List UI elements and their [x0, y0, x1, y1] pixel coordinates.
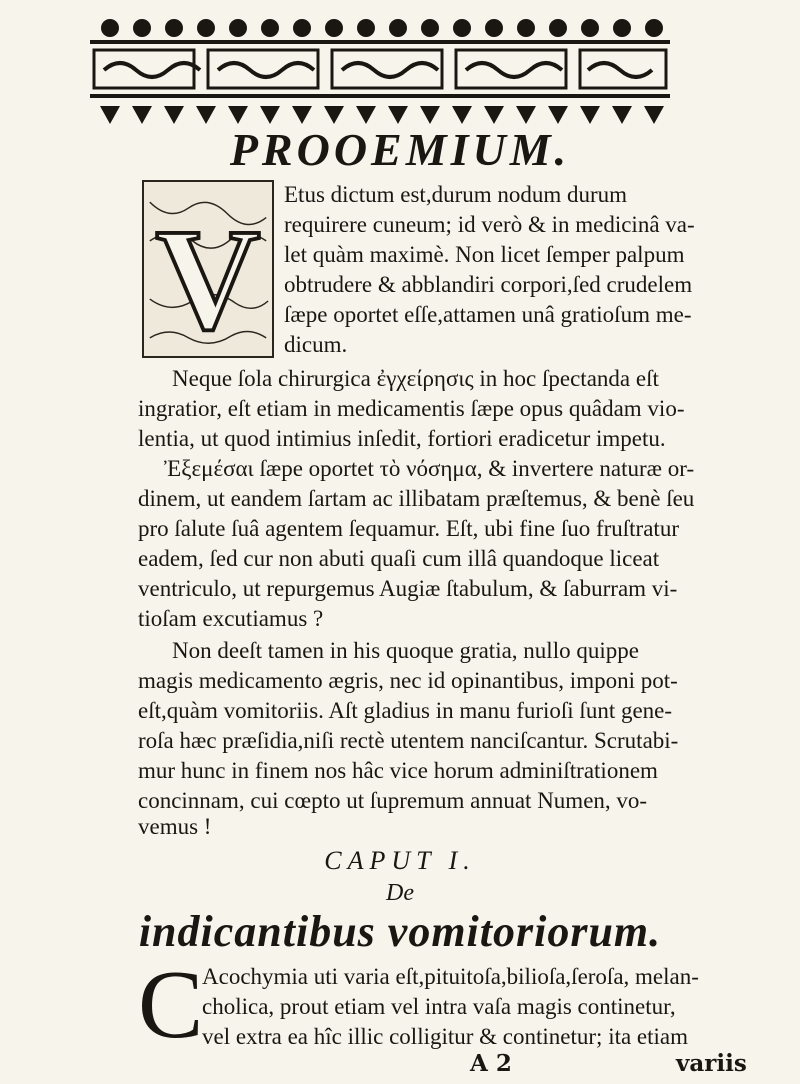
signature-mark: A 2	[470, 1050, 512, 1077]
text-line: Acochymia uti varia eſt,pituitoſa,bilioſa,ſeroſa, melan-	[202, 964, 699, 989]
headpiece-ornament-icon	[90, 10, 670, 130]
chapter-de: De	[386, 880, 414, 906]
text-line: Non deeſt tamen in his quoque gratia, nullo quippe	[172, 638, 639, 663]
chapter-initial: C	[138, 951, 204, 1059]
text-line: Ἐξεμέσαι ſæpe oportet τὸ νόσημα, & invertere naturæ or-	[164, 456, 695, 481]
text-line: vemus !	[138, 814, 212, 839]
text-line: roſa hæc præſidia,niſi rectè utentem nanciſcantur. Scrutabi-	[138, 728, 679, 753]
text-line: Neque ſola chirurgica ἐγχείρησις in hoc ſpectanda eſt	[172, 366, 659, 391]
text-line: dinem, ut eandem ſartam ac illibatam præſtemus, & benè ſeu	[138, 486, 695, 511]
text-line: cholica, prout etiam vel intra vaſa magis continetur,	[202, 994, 676, 1019]
page-title: PROOEMIUM.	[229, 124, 571, 175]
text-line: ingratior, eſt etiam in medicamentis ſæpe opus quâdam vio-	[138, 396, 685, 421]
text-line: vel extra ea hîc illic colligitur & continetur; ita etiam	[202, 1024, 689, 1049]
text-line: eadem, ſed cur non abuti quaſi cum illâ quandoque liceat	[138, 546, 660, 571]
text-line: dicum.	[284, 332, 348, 357]
dropcap-v-icon	[142, 180, 274, 358]
text-line: Etus dictum est,durum nodum durum	[284, 182, 628, 207]
chapter-title: indicantibus vomitoriorum.	[138, 907, 662, 956]
text-line: concinnam, cui cœpto ut ſupremum annuat Numen, vo-	[138, 788, 648, 813]
text-line: ſæpe oportet eſſe,attamen unâ gratioſum me-	[284, 302, 692, 327]
dropcap-letter: V	[155, 199, 261, 356]
text-line: requirere cuneum; id verò & in medicinâ va-	[284, 212, 695, 237]
catchword: variis	[676, 1050, 747, 1077]
text-line: eſt,quàm vomitoriis. Aſt gladius in manu furioſi ſunt gene-	[138, 698, 673, 723]
text-line: let quàm maximè. Non licet ſemper palpum	[284, 242, 685, 267]
text-line: obtrudere & abblandiri corpori,ſed crudelem	[284, 272, 693, 297]
text-line: ventriculo, ut repurgemus Augiæ ſtabulum, & ſaburram vi-	[138, 576, 678, 601]
chapter-label: CAPUT I.	[324, 846, 476, 875]
text-line: lentia, ut quod intimius inſedit, fortiori eradicetur impetu.	[138, 426, 666, 451]
text-line: pro ſalute ſuâ agentem ſequamur. Eſt, ubi fine ſuo fruſtratur	[138, 516, 679, 541]
text-line: magis medicamento ægris, nec id opinantibus, imponi pot-	[138, 668, 678, 693]
text-line: mur hunc in finem nos hâc vice horum adminiſtrationem	[138, 758, 658, 783]
text-line: tioſam excutiamus ?	[138, 606, 324, 631]
